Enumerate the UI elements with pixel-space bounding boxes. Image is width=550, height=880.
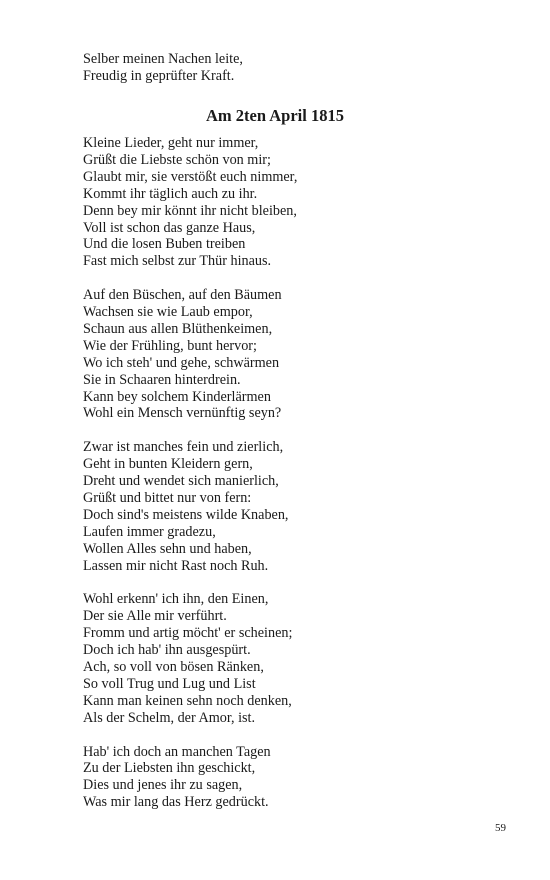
verse-line: Glaubt mir, sie verstößt euch nimmer,: [83, 168, 298, 185]
verse-line: Zu der Liebsten ihn geschickt,: [83, 760, 256, 777]
verse-line: Grüßt die Liebste schön von mir;: [83, 151, 271, 168]
verse-line: Wohl ein Mensch vernünftig seyn?: [83, 405, 282, 422]
stanza-gap: [83, 575, 483, 592]
verse-line: Hab' ich doch an manchen Tagen: [83, 743, 271, 760]
verse-line: Dreht und wendet sich manierlich,: [83, 473, 279, 490]
verse-line: Wohl erkenn' ich ihn, den Einen,: [83, 591, 269, 608]
verse-line: Kommt ihr täglich auch zu ihr.: [83, 185, 258, 202]
verse-line: So voll Trug und Lug und List: [83, 675, 256, 692]
verse-line: Fromm und artig möcht' er scheinen;: [83, 625, 293, 642]
verse-line: Voll ist schon das ganze Haus,: [83, 219, 256, 236]
verse-line: Geht in bunten Kleidern gern,: [83, 456, 253, 473]
verse-line: Laufen immer gradezu,: [83, 523, 216, 540]
verse-line: Denn bey mir könnt ihr nicht bleiben,: [83, 202, 297, 219]
verse-line: Freudig in geprüfter Kraft.: [83, 67, 235, 84]
verse-line: Als der Schelm, der Amor, ist.: [83, 709, 256, 726]
verse-line: Und die losen Buben treiben: [83, 236, 246, 253]
verse-line: Wachsen sie wie Laub empor,: [83, 304, 253, 321]
verse-line: Kann man keinen sehn noch denken,: [83, 692, 292, 709]
verse-line: Zwar ist manches fein und zierlich,: [83, 439, 284, 456]
stanza-1: [83, 135, 483, 270]
stanza-gap: [83, 270, 483, 287]
stanza-gap: [83, 422, 483, 439]
carryover-verse: [83, 51, 483, 85]
stanza-5: [83, 744, 483, 812]
verse-line: Wollen Alles sehn und haben,: [83, 540, 252, 557]
verse-line: Schaun aus allen Blüthenkeimen,: [83, 320, 273, 337]
verse-line: Ach, so voll von bösen Ränken,: [83, 659, 264, 676]
verse-line: Grüßt und bittet nur von fern:: [83, 490, 252, 506]
verse-line: Doch ich hab' ihn ausgespürt.: [83, 642, 251, 659]
verse-line: Lassen mir nicht Rast noch Ruh.: [83, 557, 269, 574]
verse-line: Wie der Frühling, bunt hervor;: [83, 337, 257, 354]
page-number: 59: [495, 822, 506, 834]
stanza-3: [83, 439, 483, 574]
verse-line: Sie in Schaaren hinterdrein.: [83, 371, 241, 388]
verse-line: Kleine Lieder, geht nur immer,: [83, 135, 259, 151]
poem-body: [83, 135, 483, 811]
verse-line: Der sie Alle mir verführt.: [83, 608, 227, 625]
verse-line: Dies und jenes ihr zu sagen,: [83, 777, 243, 794]
verse-line: Auf den Büschen, auf den Bäumen: [83, 287, 282, 304]
verse-line: Kann bey solchem Kinderlärmen: [83, 388, 271, 405]
poem-title: Am 2ten April 1815: [206, 106, 344, 125]
stanza-4: [83, 591, 483, 726]
verse-line: Fast mich selbst zur Thür hinaus.: [83, 253, 272, 270]
verse-line: Doch sind's meistens wilde Knaben,: [83, 506, 289, 523]
verse-line: Selber meinen Nachen leite,: [83, 51, 243, 67]
stanza-gap: [83, 727, 483, 744]
verse-line: Wo ich steh' und gehe, schwärmen: [83, 354, 280, 371]
verse-line: Was mir lang das Herz gedrückt.: [83, 794, 269, 811]
stanza-2: [83, 287, 483, 422]
